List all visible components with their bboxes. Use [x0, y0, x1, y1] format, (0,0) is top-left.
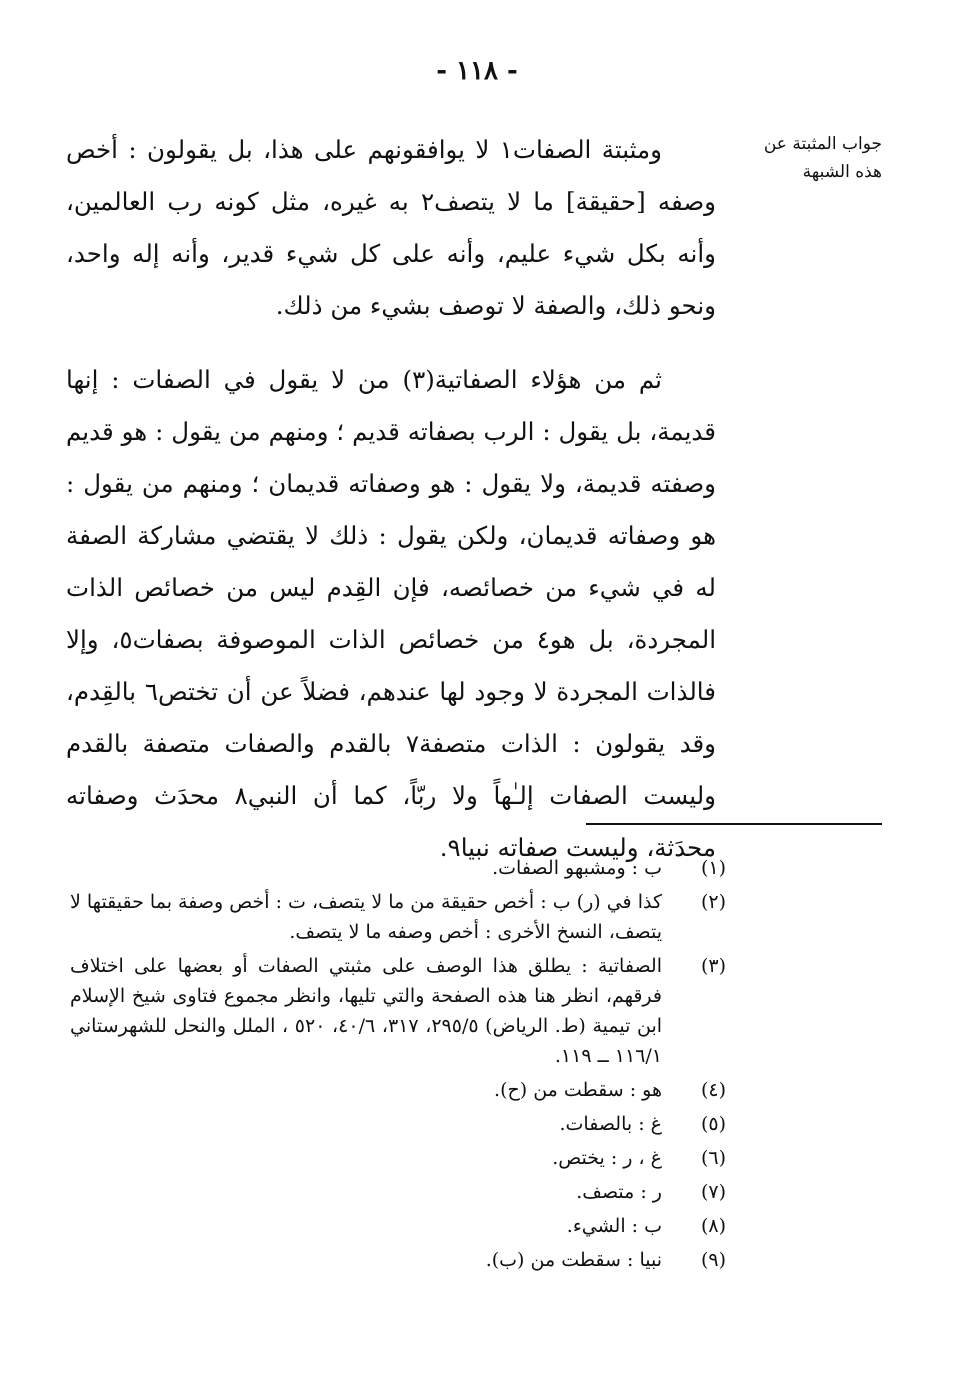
footnote	[70, 1211, 726, 1241]
footnote-number: (٣)	[700, 955, 726, 977]
footnote-number: (٨)	[700, 1215, 726, 1237]
footnote-text: غ ، ر : يختص.	[552, 1147, 662, 1169]
footnote-text: الصفاتية : يطلق هذا الوصف على مثبتي الصفات أو بعضها على اختلاف فرقهم، انظر هنا هذه الصفحة والتي تليها، وانظر مجموع فتاوى شيخ الإسلام ابن تيمية (ط. الرياض) ٢٩٥/٥، ٣١٧، ٤٠/٦، ٥٢٠ ، الملل والنحل للشهرستاني ١١٦/١ ــ ١١٩.	[70, 955, 663, 1067]
footnote-number: (٦)	[700, 1147, 726, 1169]
footnote	[70, 853, 726, 883]
footnote-number: (٥)	[700, 1113, 726, 1135]
footnote-text: ب : ومشبهو الصفات.	[492, 857, 662, 879]
footnote-text: نبيا : سقطت من (ب).	[485, 1249, 662, 1271]
paragraph: ومثبتة الصفات١ لا يوافقونهم على هذا، بل يقولون : أخص وصفه [حقيقة] ما لا يتصف٢ به غيره، مثل كونه رب العالمين، وأنه بكل شيء عليم، وأنه على كل شيء قدير، وأنه إله واحد، ونحو ذلك، والصفة لا توصف بشيء من ذلك.	[66, 135, 716, 320]
footnote-number: (١)	[700, 857, 726, 879]
footnote	[70, 1177, 726, 1207]
footnote	[70, 951, 726, 1071]
footnote-text: غ : بالصفات.	[559, 1113, 662, 1135]
footnote-divider	[586, 823, 882, 825]
main-text	[66, 124, 716, 896]
footnote-text: هو : سقطت من (ح).	[494, 1079, 662, 1101]
footnote-text: ر : متصف.	[576, 1181, 662, 1203]
footnote-number: (٧)	[700, 1181, 726, 1203]
footnote	[70, 1245, 726, 1275]
footnote-text: كذا في (ر) ب : أخص حقيقة من ما لا يتصف، ت : أخص وصفة بما حقيقتها لا يتصف، النسخ الأخرى : أخص وصفه ما لا يتصف.	[70, 891, 662, 943]
footnote	[70, 1143, 726, 1173]
paragraph: ثم من هؤلاء الصفاتية(٣) من لا يقول في الصفات : إنها قديمة، بل يقول : الرب بصفاته قديم ؛ ومنهم من يقول : هو قديم وصفته قديمة، ولا يقول : هو وصفاته قديمان ؛ ومنهم من يقول : هو وصفاته قديمان، ولكن يقول : ذلك لا يقتضي مشاركة الصفة له في شيء من خصائصه، فإن القِدم ليس من خصائص الذات المجردة، بل هو٤ من خصائص الذات الموصوفة بصفات٥، وإلا فالذات المجردة لا وجود لها عندهم، فضلاً عن أن تختص٦ بالقِدم، وقد يقولون : الذات متصفة٧ بالقدم والصفات متصفة بالقدم وليست الصفات إلـٰهاً ولا ربّاً، كما أن النبي٨ محدَث وصفاته محدَثة، وليست صفاته نبيا٩.	[66, 365, 717, 862]
footnote-number: (٩)	[700, 1249, 726, 1271]
footnote	[70, 887, 726, 947]
footnote-text: ب : الشيء.	[566, 1215, 662, 1237]
footnote	[70, 1075, 726, 1105]
footnote-number: (٤)	[700, 1079, 726, 1101]
page-number: - ١١٨ -	[436, 56, 518, 86]
footnote	[70, 1109, 726, 1139]
footnotes	[70, 853, 726, 1279]
footnote-number: (٢)	[700, 891, 726, 913]
margin-note: جواب المثبتة عن هذه الشبهة	[763, 134, 882, 182]
